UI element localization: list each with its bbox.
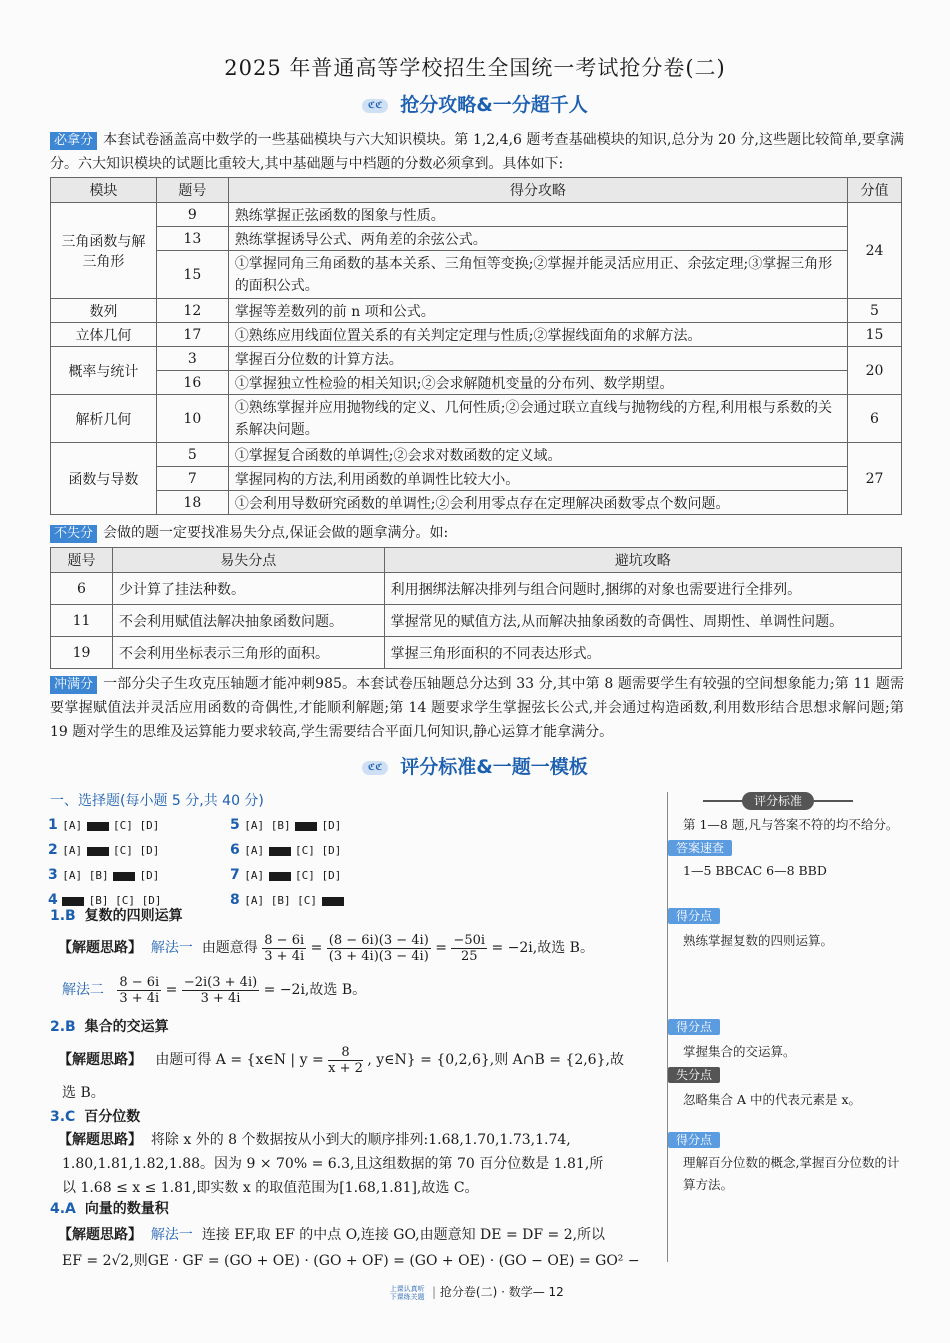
side-point-tag: 得分点: [668, 1019, 720, 1035]
chong-paragraph: [50, 672, 904, 744]
pitfall-table: [50, 547, 902, 669]
filled-bubble: [295, 822, 317, 831]
module-cell: 解析几何: [51, 395, 157, 443]
filled-bubble: [269, 872, 291, 881]
question-no: 9: [156, 203, 228, 227]
tip-cell: 掌握三角形面积的不同表达形式。: [384, 637, 901, 669]
strategy-cell: 掌握等差数列的前 n 项和公式。: [228, 299, 847, 323]
q2-body-cont: 选 B。: [62, 1085, 105, 1101]
side-point-text: 理解百分位数的概念,掌握百分位数的计算方法。: [683, 1155, 900, 1192]
chong-text: 一部分尖子生攻克压轴题才能冲刺985。本套试卷压轴题总分达到 33 分,其中第 8 题需要学生有较强的空间想象能力;第 11 题需要掌握赋值法并灵活应用函数的奇偶性,才能顺利解题;第 14 题要求学生掌握弦长公式,并会通过构造函数,利用数形结合思想求解问题;第 19 题对学生的思维及运算能力要求较高,学生需要结合平面几何知识,静心运算才能拿满分。: [50, 676, 904, 740]
bushi-paragraph: [50, 521, 904, 545]
q2-heading: 2.B 集合的交运算: [50, 1019, 169, 1035]
strategy-cell: 掌握同构的方法,利用函数的单调性比较大小。: [228, 467, 847, 491]
page-title: 2025 年普通高等学校招生全国统一考试抢分卷(二): [224, 56, 726, 80]
tag-chong: 冲满分: [50, 676, 97, 694]
footer-text: 抢分卷(二) · 数学— 12: [439, 1285, 564, 1299]
table-header: 分值: [848, 178, 902, 203]
section-badge-icon: ℭℭ: [362, 99, 388, 113]
answer-sheet-left: [48, 813, 162, 913]
question-no: 7: [156, 467, 228, 491]
answer-row: 7 [A] [C] [D]: [230, 867, 342, 883]
choice-heading: 一、选择题(每小题 5 分,共 40 分): [50, 793, 264, 809]
strategy-cell: ①熟练应用线面位置关系的有关判定定理与性质;②掌握线面角的求解方法。: [228, 323, 847, 347]
footer-logo: 上课认真听 下课练关题: [389, 1284, 425, 1301]
tip-cell: 利用捆绑法解决排列与组合问题时,捆绑的对象也需要进行全排列。: [384, 573, 901, 605]
side-point-text: 掌握集合的交运算。: [683, 1044, 796, 1059]
side-scoring-standard: [703, 790, 853, 810]
module-cell: 三角函数与解三角形: [51, 203, 157, 299]
question-no: 10: [156, 395, 228, 443]
score-cell: 20: [848, 347, 902, 395]
filled-bubble: [87, 822, 109, 831]
table-row: [51, 637, 902, 669]
table-header: 题号: [156, 178, 228, 203]
pitfall-cell: 不会利用坐标表示三角形的面积。: [112, 637, 384, 669]
side-point-tag: 得分点: [668, 1132, 720, 1148]
question-no: 19: [51, 637, 113, 669]
section-title-text: 抢分攻略&一分超千人: [400, 94, 588, 116]
section-title-text: 评分标准&一题一模板: [400, 756, 588, 778]
table-row: [51, 605, 902, 637]
bushi-text: 会做的题一定要找准易失分点,保证会做的题拿满分。如:: [103, 525, 449, 541]
bina-paragraph: [50, 128, 904, 176]
side-point-tag: 得分点: [668, 908, 720, 924]
answer-row: 6 [A] [C] [D]: [230, 842, 342, 858]
answer-row: 3 [A] [B] [D]: [48, 867, 160, 883]
filled-bubble: [113, 872, 135, 881]
side-standard-text: 第 1—8 题,凡与答案不符的均不给分。: [683, 817, 899, 832]
question-no: 16: [156, 371, 228, 395]
module-cell: 概率与统计: [51, 347, 157, 395]
score-cell: 15: [848, 323, 902, 347]
side-loss-tag: 失分点: [668, 1067, 720, 1083]
q4-heading: 4.A 向量的数量积: [50, 1201, 169, 1217]
q1-method2: 解法二 $\frac{8 - 6i}{3 + 4i}$ = $\frac{-2i(3 + 4i)}{3 + 4i}$ = −2i,故选 B。: [62, 974, 367, 1006]
question-no: 6: [51, 573, 113, 605]
side-point-text: 熟练掌握复数的四则运算。: [683, 933, 834, 948]
section-heading-strategy: [0, 90, 950, 117]
filled-bubble: [269, 847, 291, 856]
strategy-cell: ①掌握独立性检验的相关知识;②会求解随机变量的分布列、数学期望。: [228, 371, 847, 395]
strategy-table: [50, 177, 902, 515]
table-header: 题号: [51, 548, 113, 573]
question-no: 5: [156, 443, 228, 467]
answer-row: 2 [A] [C] [D]: [48, 842, 160, 858]
q3-heading: 3.C 百分位数: [50, 1109, 141, 1125]
q1-heading: 1.B 复数的四则运算: [50, 908, 183, 924]
question-no: 13: [156, 227, 228, 251]
strategy-cell: 掌握百分位数的计算方法。: [228, 347, 847, 371]
section-badge-icon: ℭℭ: [362, 761, 388, 775]
scoring-standard-tag: 评分标准: [742, 792, 814, 810]
score-cell: 27: [848, 443, 902, 515]
footer: 上课认真听 下课练关题 | 抢分卷(二) · 数学— 12: [0, 1283, 950, 1301]
strategy-cell: ①掌握复合函数的单调性;②会求对数函数的定义域。: [228, 443, 847, 467]
q2-body: 【解题思路】 由题可得 A = {x∈N | y = $\frac{8}{x + 2}$ , y∈N} = {0,2,6},则 A∩B = {2,6},故: [58, 1044, 624, 1076]
side-answer-tag: 答案速查: [668, 840, 732, 856]
answer-row: 4 [B] [C] [D]: [48, 892, 162, 908]
table-header: 避坑攻略: [384, 548, 901, 573]
answer-sheet-right: [230, 813, 344, 913]
filled-bubble: [322, 897, 344, 906]
module-cell: 数列: [51, 299, 157, 323]
question-no: 3: [156, 347, 228, 371]
answer-row: 8 [A] [B] [C]: [230, 888, 344, 913]
strategy-cell: 熟练掌握正弦函数的图象与性质。: [228, 203, 847, 227]
strategy-cell: 熟练掌握诱导公式、两角差的余弦公式。: [228, 227, 847, 251]
pitfall-cell: 少计算了挂法种数。: [112, 573, 384, 605]
strategy-cell: ①熟练掌握并应用抛物线的定义、几何性质;②会通过联立直线与抛物线的方程,利用根与系数的关系解决问题。: [228, 395, 847, 443]
score-cell: 6: [848, 395, 902, 443]
side-loss-text: 忽略集合 A 中的代表元素是 x。: [683, 1092, 861, 1107]
side-answer-text: 1—5 BBCAC 6—8 BBD: [683, 863, 827, 878]
module-cell: 函数与导数: [51, 443, 157, 515]
question-no: 15: [156, 251, 228, 299]
table-header: 得分攻略: [228, 178, 847, 203]
pitfall-cell: 不会利用赋值法解决抽象函数问题。: [112, 605, 384, 637]
answer-row: 1 [A] [C] [D]: [48, 817, 160, 833]
q3-body: 【解题思路】 将除 x 外的 8 个数据按从小到大的顺序排列:1.68,1.70,1.73,1.74, 1.80,1.81,1.82,1.88。因为 9 × 70% = 6.3,且这组数据的第 70 百分位数是 1.81,所 以 1.68 ≤ x ≤ 1.81,即实数 x 的取值范围为[1.68,1.81],故选 C。: [58, 1132, 604, 1196]
score-cell: 24: [848, 203, 902, 299]
question-no: 18: [156, 491, 228, 515]
filled-bubble: [87, 847, 109, 856]
table-header: 模块: [51, 178, 157, 203]
tag-bushi: 不失分: [50, 525, 97, 543]
question-no: 12: [156, 299, 228, 323]
score-cell: 5: [848, 299, 902, 323]
tag-bina: 必拿分: [50, 132, 97, 150]
bina-text: 本套试卷涵盖高中数学的一些基础模块与六大知识模块。第 1,2,4,6 题考查基础模块的知识,总分为 20 分,这些题比较简单,要拿满分。六大知识模块的试题比重较大,其中基础题与中档题的分数必须拿到。具体如下:: [50, 132, 904, 172]
q1-method1: 【解题思路】 解法一 由题意得 $\frac{8 - 6i}{3 + 4i}$ = $\frac{(8 - 6i)(3 - 4i)}{(3 + 4i)(3 - 4i)}$ = $\frac{-50i}{25}$ = −2i,故选 B。: [58, 932, 594, 964]
section-heading-scoring: [0, 752, 950, 779]
question-no: 11: [51, 605, 113, 637]
strategy-cell: ①会利用导数研究函数的单调性;②会利用零点存在定理解决函数零点个数问题。: [228, 491, 847, 515]
table-header: 易失分点: [112, 548, 384, 573]
answer-row: 5 [A] [B] [D]: [230, 817, 342, 833]
q4-body: 【解题思路】 解法一 连接 EF,取 EF 的中点 O,连接 GO,由题意知 DE = DF = 2,所以 EF = 2√2,则GE · GF = (GO + OE) · (GO + OF) = (GO + OE) · (GO − OE) = GO² −: [58, 1227, 640, 1269]
strategy-cell: ①掌握同角三角函数的基本关系、三角恒等变换;②掌握并能灵活应用正、余弦定理;③掌握三角形的面积公式。: [228, 251, 847, 299]
table-row: [51, 573, 902, 605]
tip-cell: 掌握常见的赋值方法,从而解决抽象函数的奇偶性、周期性、单调性问题。: [384, 605, 901, 637]
module-cell: 立体几何: [51, 323, 157, 347]
question-no: 17: [156, 323, 228, 347]
